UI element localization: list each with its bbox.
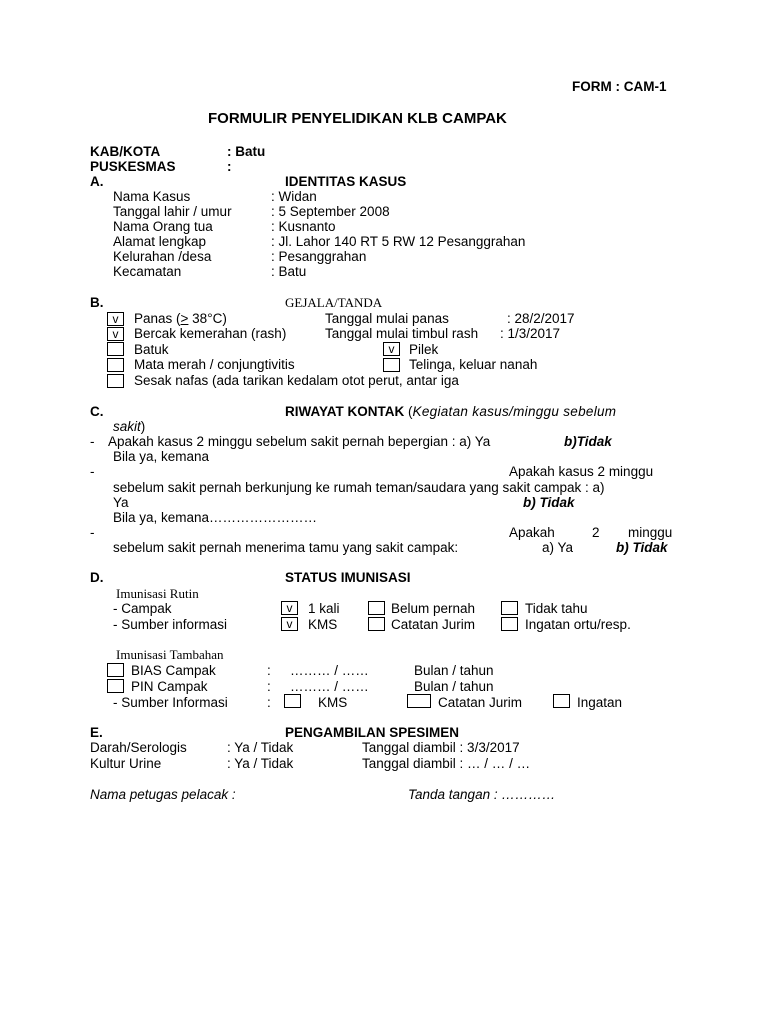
- campak-1kali-checkbox[interactable]: [281, 601, 298, 615]
- field-label: Nama Kasus: [113, 189, 191, 204]
- pin-checkbox[interactable]: [107, 679, 124, 693]
- tgl-rash-value: : 1/3/2017: [500, 326, 561, 341]
- urine-tgl: Tanggal diambil : … / … / …: [362, 756, 531, 771]
- check-mark: v: [286, 617, 293, 631]
- q2-text-b: sebelum sakit pernah berkunjung ke rumah teman/saudara yang sakit campak : a): [113, 480, 605, 495]
- field-label: Kecamatan: [113, 264, 182, 279]
- mata-label: Mata merah / conjungtivitis: [134, 357, 295, 372]
- section-e-letter: E.: [90, 725, 103, 740]
- bias-checkbox[interactable]: [107, 663, 124, 677]
- field-label: Alamat lengkap: [113, 234, 207, 249]
- campak-belum-checkbox[interactable]: [368, 601, 385, 615]
- q1-no: b)Tidak: [564, 434, 612, 449]
- sumber2-ingatan-checkbox[interactable]: [553, 694, 570, 708]
- q3-text-a2: 2: [592, 525, 600, 540]
- petugas-label: Nama petugas pelacak :: [90, 787, 236, 802]
- q3-text-a3: minggu: [628, 525, 673, 540]
- bias-bulan: Bulan / tahun: [414, 663, 494, 678]
- mata-checkbox[interactable]: [107, 358, 124, 372]
- dash: -: [90, 525, 95, 540]
- section-b-letter: B.: [90, 295, 104, 310]
- telinga-checkbox[interactable]: [383, 358, 400, 372]
- q3-text-b: sebelum sakit pernah menerima tamu yang sakit campak:: [113, 540, 459, 555]
- field-value: : Widan: [271, 189, 317, 204]
- paren-open: (: [408, 404, 413, 419]
- darah-tgl: Tanggal diambil : 3/3/2017: [362, 740, 520, 755]
- sumber-opt3: Ingatan ortu/resp.: [525, 617, 631, 632]
- tgl-rash-label: Tanggal mulai timbul rash: [325, 326, 479, 341]
- panas-label-post: 38°C): [188, 311, 227, 326]
- tgl-panas-label: Tanggal mulai panas: [325, 311, 449, 326]
- q3-text-a1: Apakah: [509, 525, 555, 540]
- heading-note2: sakit: [113, 419, 141, 434]
- panas-label-pre: Panas (: [134, 311, 181, 326]
- batuk-checkbox[interactable]: [107, 342, 124, 356]
- q1-sub: Bila ya, kemana: [113, 449, 210, 464]
- heading-note-cont: [113, 419, 145, 434]
- field-label: Kelurahan /desa: [113, 249, 212, 264]
- campak-opt3: Tidak tahu: [525, 601, 588, 616]
- sumber2-opt1: KMS: [318, 695, 348, 710]
- sumber2-label: - Sumber Informasi: [113, 695, 228, 710]
- bias-label: BIAS Campak: [131, 663, 216, 678]
- tambahan-heading: Imunisasi Tambahan: [116, 647, 224, 662]
- panas-checkbox[interactable]: [107, 312, 124, 326]
- bercak-label: Bercak kemerahan (rash): [134, 326, 287, 341]
- bias-date: ……… / ……: [290, 663, 369, 678]
- pilek-checkbox[interactable]: [383, 342, 400, 356]
- section-a-heading: IDENTITAS KASUS: [285, 174, 407, 189]
- kabkota-label: KAB/KOTA: [90, 144, 161, 159]
- check-mark: v: [112, 312, 119, 326]
- campak-opt2: Belum pernah: [391, 601, 476, 616]
- section-c-letter: C.: [90, 404, 104, 419]
- check-mark: v: [286, 601, 293, 615]
- sumber-opt1: KMS: [308, 617, 338, 632]
- section-a-letter: A.: [90, 174, 104, 189]
- section-d-letter: D.: [90, 570, 104, 585]
- sumber-label: - Sumber informasi: [113, 617, 228, 632]
- sumber2-opt2: Catatan Jurim: [438, 695, 523, 710]
- sumber-kms-checkbox[interactable]: [281, 617, 298, 631]
- campak-label: - Campak: [113, 601, 172, 616]
- sumber-jurim-checkbox[interactable]: [368, 617, 385, 631]
- section-c-heading-line: [285, 404, 616, 419]
- sumber2-colon: :: [267, 695, 271, 710]
- ttd-label: Tanda tangan : …………: [408, 787, 556, 802]
- dash: -: [90, 464, 95, 479]
- pin-label: PIN Campak: [131, 679, 208, 694]
- field-value: : 5 September 2008: [271, 204, 390, 219]
- field-label: Nama Orang tua: [113, 219, 213, 234]
- heading-note: Kegiatan kasus/minggu sebelum: [412, 404, 617, 419]
- field-value: : Batu: [271, 264, 307, 279]
- campak-opt1: 1 kali: [308, 601, 340, 616]
- darah-label: Darah/Serologis: [90, 740, 187, 755]
- telinga-label: Telinga, keluar nanah: [409, 357, 538, 372]
- sesak-checkbox[interactable]: [107, 374, 124, 388]
- form-code: FORM : CAM-1: [572, 79, 667, 94]
- q2-no: b) Tidak: [523, 495, 575, 510]
- kabkota-value: : Batu: [227, 144, 266, 159]
- q3-no: b) Tidak: [616, 540, 668, 555]
- q2-sub: Bila ya, kemana……………………: [113, 510, 318, 525]
- dash: -: [90, 434, 95, 449]
- field-value: : Pesanggrahan: [271, 249, 367, 264]
- batuk-label: Batuk: [134, 342, 169, 357]
- field-value: : Kusnanto: [271, 219, 336, 234]
- q1-text: Apakah kasus 2 minggu sebelum sakit pernah bepergian : a) Ya: [108, 434, 491, 449]
- bercak-checkbox[interactable]: [107, 327, 124, 341]
- rutin-heading: Imunisasi Rutin: [116, 586, 199, 601]
- urine-label: Kultur Urine: [90, 756, 162, 771]
- tgl-panas-value: : 28/2/2017: [507, 311, 575, 326]
- paren-close: ): [140, 419, 146, 434]
- field-label: Tanggal lahir / umur: [113, 204, 232, 219]
- pin-bulan: Bulan / tahun: [414, 679, 494, 694]
- pin-date: ……… / ……: [290, 679, 369, 694]
- pilek-label: Pilek: [409, 342, 439, 357]
- ge-sign: >: [180, 311, 189, 326]
- darah-value: : Ya / Tidak: [227, 740, 294, 755]
- urine-value: : Ya / Tidak: [227, 756, 294, 771]
- sumber-ingatan-checkbox[interactable]: [501, 617, 518, 631]
- sesak-label: Sesak nafas (ada tarikan kedalam otot perut, antar iga: [134, 373, 459, 388]
- q2-ya: Ya: [113, 495, 129, 510]
- campak-tidaktahu-checkbox[interactable]: [501, 601, 518, 615]
- section-b-heading: GEJALA/TANDA: [285, 295, 383, 310]
- puskesmas-label: PUSKESMAS: [90, 159, 176, 174]
- section-e-heading: PENGAMBILAN SPESIMEN: [285, 725, 460, 740]
- q3-ya: a) Ya: [542, 540, 574, 555]
- sumber2-jurim-checkbox[interactable]: [407, 694, 431, 708]
- pin-colon: :: [267, 679, 271, 694]
- section-c-heading: RIWAYAT KONTAK: [285, 404, 405, 419]
- page-title: FORMULIR PENYELIDIKAN KLB CAMPAK: [208, 110, 507, 127]
- sumber-opt2: Catatan Jurim: [391, 617, 476, 632]
- q2-text-a: Apakah kasus 2 minggu: [509, 464, 654, 479]
- check-mark: v: [388, 342, 395, 356]
- field-value: : Jl. Lahor 140 RT 5 RW 12 Pesanggrahan: [271, 234, 526, 249]
- bias-colon: :: [267, 663, 271, 678]
- puskesmas-value: :: [227, 159, 232, 174]
- section-d-heading: STATUS IMUNISASI: [285, 570, 411, 585]
- sumber2-opt3: Ingatan: [577, 695, 623, 710]
- panas-label: [134, 311, 227, 326]
- sumber2-kms-checkbox[interactable]: [284, 694, 301, 708]
- check-mark: v: [112, 327, 119, 341]
